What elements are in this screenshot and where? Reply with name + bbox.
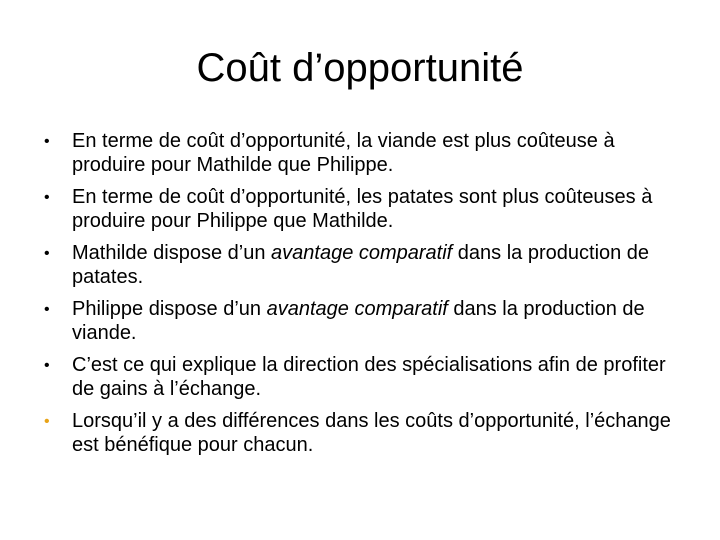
bullet-text-part: En terme de coût d’opportunité, les patates sont plus coûteuses à produire pour Philippe que Mathilde. [72, 186, 653, 232]
bullet-dot: • [44, 189, 50, 206]
bullet-text-part: dans la production de patates. [72, 242, 650, 288]
bullet-text [72, 242, 680, 289]
bullet-text [72, 410, 680, 457]
bullet-dot: • [44, 245, 50, 262]
bullet-text-part: En terme de coût d’opportunité, la viande est plus coûteuse à produire pour Mathilde que Philippe. [72, 130, 615, 176]
bullet-text [72, 186, 680, 233]
bullet-text [72, 354, 680, 401]
bullet-dot: • [44, 133, 50, 150]
bullet-text-part: C’est ce qui explique la direction des spécialisations afin de profiter de gains à l’échange. [72, 354, 666, 400]
bullet-list [40, 130, 680, 466]
bullet-text-part: Philippe dispose d’un [72, 298, 267, 320]
bullet-text [72, 130, 680, 177]
bullet-dot: • [44, 301, 50, 318]
bullet-text-emphasis: avantage comparatif [271, 242, 453, 264]
bullet-dot: • [44, 357, 50, 374]
bullet-item-5 [40, 354, 680, 401]
bullet-dot-accent: • [44, 413, 50, 430]
bullet-text-emphasis: avantage comparatif [266, 298, 448, 320]
bullet-text-part: Lorsqu’il y a des différences dans les coûts d’opportunité, l’échange est bénéfique pour chacun. [72, 410, 671, 456]
bullet-text-part: Mathilde dispose d’un [72, 242, 272, 264]
slide-title: Coût d’opportunité [196, 46, 524, 90]
bullet-text-part: dans la production de viande. [72, 298, 645, 344]
bullet-item-3 [40, 242, 680, 289]
bullet-item-1 [40, 130, 680, 177]
bullet-item-6 [40, 410, 680, 457]
bullet-item-4 [40, 298, 680, 345]
bullet-text [72, 298, 680, 345]
bullet-item-2 [40, 186, 680, 233]
